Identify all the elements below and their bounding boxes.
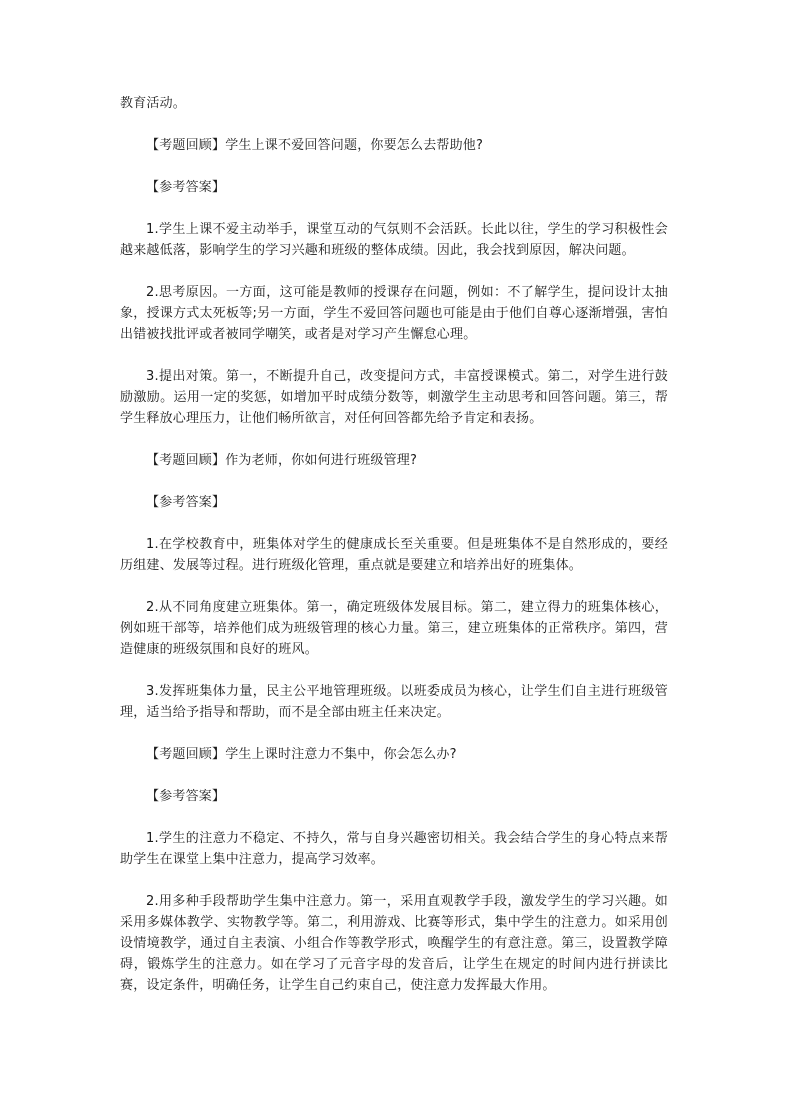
question-heading-2: 【考题回顾】作为老师，你如何进行班级管理? <box>146 453 418 468</box>
answer-label-2: 【参考答案】 <box>146 495 226 510</box>
answer-label-1: 【参考答案】 <box>146 180 226 195</box>
answer-1-point-2: 2.思考原因。一方面，这可能是教师的授课存在问题，例如：不了解学生，提问设计太抽象，授课方式太死板等;另一方面，学生不爱回答问题也可能是由于他们自尊心逐渐增强，害怕出错被找批评或者被同学嘲笑，或者是对学习产生懈怠心理。 <box>120 285 668 342</box>
paragraph-continuation: 教育活动。 <box>120 96 187 111</box>
answer-2-point-2: 2.从不同角度建立班集体。第一，确定班级体发展目标。第二，建立得力的班集体核心，例如班干部等，培养他们成为班级管理的核心力量。第三，建立班集体的正常秩序。第四，营造健康的班级氛围和良好的班风。 <box>120 600 668 657</box>
answer-2-point-1: 1.在学校教育中，班集体对学生的健康成长至关重要。但是班集体不是自然形成的，要经历组建、发展等过程。进行班级化管理，重点就是要建立和培养出好的班集体。 <box>120 537 668 573</box>
answer-3-point-2: 2.用多种手段帮助学生集中注意力。第一，采用直观教学手段，激发学生的学习兴趣。如采用多媒体教学、实物教学等。第二，利用游戏、比赛等形式，集中学生的注意力。如采用创设情境教学，通过自主表演、小组合作等教学形式，唤醒学生的有意注意。第三，设置教学障碍，锻炼学生的注意力。如在学习了元音字母的发音后，让学生在规定的时间内进行拼读比赛，设定条件，明确任务，让学生自己约束自己，使注意力发挥最大作用。 <box>120 894 668 993</box>
document-page <box>120 93 668 996</box>
answer-1-point-1: 1.学生上课不爱主动举手，课堂互动的气氛则不会活跃。长此以往，学生的学习积极性会越来越低落，影响学生的学习兴趣和班级的整体成绩。因此，我会找到原因，解决问题。 <box>120 222 668 258</box>
answer-1-point-3: 3.提出对策。第一，不断提升自己，改变提问方式，丰富授课模式。第二，对学生进行鼓励激励。运用一定的奖惩，如增加平时成绩分数等，刺激学生主动思考和回答问题。第三，帮学生释放心理压力，让他们畅所欲言，对任何回答都先给予肯定和表扬。 <box>120 369 668 426</box>
answer-2-point-3: 3.发挥班集体力量，民主公平地管理班级。以班委成员为核心，让学生们自主进行班级管理，适当给予指导和帮助，而不是全部由班主任来决定。 <box>120 684 668 720</box>
answer-label-3: 【参考答案】 <box>146 789 226 804</box>
question-heading-1: 【考题回顾】学生上课不爱回答问题，你要怎么去帮助他? <box>146 138 484 153</box>
answer-3-point-1: 1.学生的注意力不稳定、不持久，常与自身兴趣密切相关。我会结合学生的身心特点来帮助学生在课堂上集中注意力，提高学习效率。 <box>120 831 668 867</box>
question-heading-3: 【考题回顾】学生上课时注意力不集中，你会怎么办? <box>146 747 457 762</box>
